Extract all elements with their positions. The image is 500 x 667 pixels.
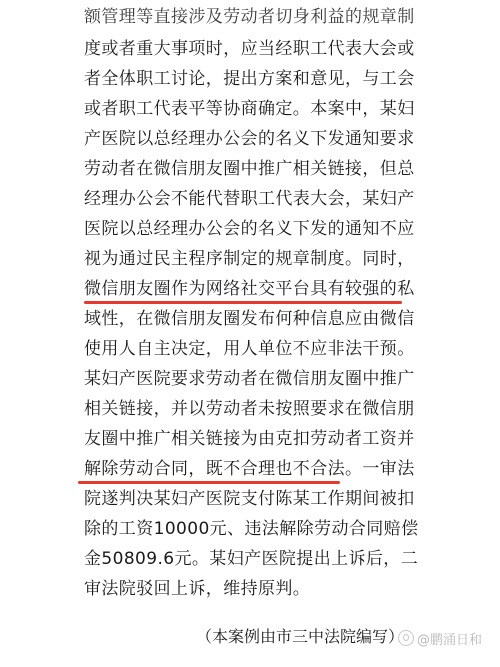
- paragraph-line: 使用人自主决定，用人单位不应非法干预。: [84, 339, 415, 359]
- paragraph-line: 额管理等直接涉及劳动者切身利益的规章制: [84, 7, 415, 27]
- paragraph-line: 域性，在微信朋友圈发布何种信息应由微信: [84, 309, 415, 329]
- paragraph-line: 金50809.6元。某妇产医院提出上诉后，二: [84, 549, 419, 569]
- paragraph-line: 劳动者在微信朋友圈中推广相关链接，但总: [84, 159, 415, 179]
- case-source-footer: （本案例由市三中法院编写）: [196, 627, 405, 646]
- watermark-logo-icon: [398, 630, 414, 646]
- paragraph-line: 经理办公会不能代替职工代表大会，某妇产: [84, 189, 415, 209]
- paragraph-line: 产医院以总经理办公会的名义下发通知要求: [84, 129, 415, 149]
- paragraph-line: 或者职工代表平等协商确定。本案中，某妇: [84, 99, 415, 119]
- paragraph-line: 医院以总经理办公会的名义下发的通知不应: [84, 219, 415, 239]
- paragraph-line: 者全体职工讨论，提出方案和意见，与工会: [84, 69, 415, 89]
- paragraph-line-highlighted: 微信朋友圈作为网络社交平台具有较强的私: [84, 279, 415, 299]
- paragraph-line-highlighted: 解除劳动合同，既不合理也不合法。一审法: [84, 459, 415, 479]
- watermark: [398, 630, 482, 650]
- paragraph-line: 审法院驳回上诉，维持原判。: [84, 579, 311, 599]
- paragraph-line: 友圈中推广相关链接为由克扣劳动者工资并: [84, 429, 415, 449]
- red-underline-mark: [78, 481, 340, 484]
- paragraph-line: 除的工资10000元、违法解除劳动合同赔偿: [84, 519, 419, 539]
- red-underline-mark: [84, 301, 402, 304]
- paragraph-line: 度或者重大事项时，应当经职工代表大会或: [84, 39, 415, 59]
- watermark-text: @鹏涌日和: [417, 633, 483, 648]
- paragraph-line: 院遂判决某妇产医院支付陈某工作期间被扣: [84, 489, 415, 509]
- paragraph-line: 相关链接，并以劳动者未按照要求在微信朋: [84, 399, 415, 419]
- paragraph-line: 某妇产医院要求劳动者在微信朋友圈中推广: [84, 369, 415, 389]
- paragraph-line: 视为通过民主程序制定的规章制度。同时，: [84, 249, 415, 269]
